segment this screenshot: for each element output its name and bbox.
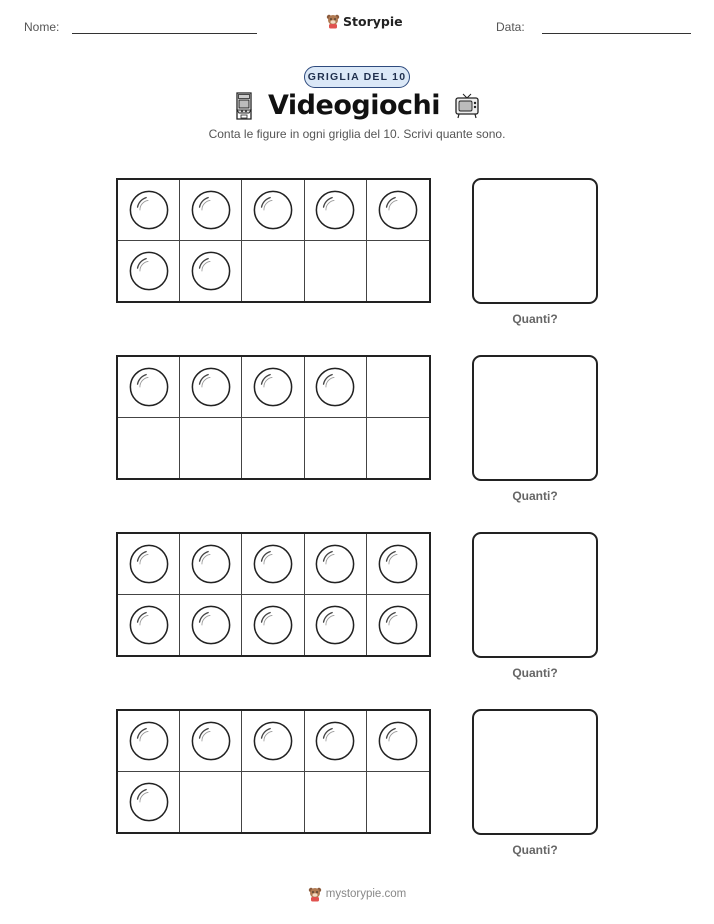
bubble-counter-icon xyxy=(252,604,294,646)
frame-cell xyxy=(118,180,180,241)
bubble-counter-icon xyxy=(190,720,232,762)
frame-cell xyxy=(180,418,242,479)
bubble-counter-icon xyxy=(128,543,170,585)
frame-cell xyxy=(118,418,180,479)
frame-cell xyxy=(118,711,180,772)
frame-cell xyxy=(118,357,180,418)
answer-label: Quanti? xyxy=(512,489,558,503)
answer-label: Quanti? xyxy=(512,312,558,326)
date-label: Data: xyxy=(496,20,525,34)
frame-cell xyxy=(305,357,367,418)
answer-box-3[interactable] xyxy=(472,532,598,658)
bubble-counter-icon xyxy=(377,720,419,762)
bubble-counter-icon xyxy=(252,366,294,408)
name-label: Nome: xyxy=(24,20,60,34)
bubble-counter-icon xyxy=(190,250,232,292)
frame-cell xyxy=(242,534,304,595)
bubble-counter-icon xyxy=(314,720,356,762)
bubble-counter-icon xyxy=(128,366,170,408)
frame-cell xyxy=(118,772,180,833)
frame-cell xyxy=(180,180,242,241)
frame-cell xyxy=(305,180,367,241)
frame-cell xyxy=(242,418,304,479)
arcade-cabinet-icon xyxy=(234,91,254,121)
storypie-logo xyxy=(326,13,403,29)
answer-box-4[interactable] xyxy=(472,709,598,835)
frame-cell xyxy=(242,595,304,656)
ten-frame-3 xyxy=(116,532,431,657)
frame-cell xyxy=(305,595,367,656)
frame-cell xyxy=(305,711,367,772)
worksheet-type-badge: GRIGLIA DEL 10 xyxy=(304,66,410,88)
frame-cell xyxy=(180,241,242,302)
bubble-counter-icon xyxy=(377,604,419,646)
ten-frame-1 xyxy=(116,178,431,303)
frame-cell xyxy=(242,357,304,418)
logo-text: Storypie xyxy=(343,13,403,29)
frame-cell xyxy=(367,241,429,302)
date-line[interactable] xyxy=(542,33,691,34)
frame-cell xyxy=(242,241,304,302)
bubble-counter-icon xyxy=(252,543,294,585)
bubble-counter-icon xyxy=(128,189,170,231)
frame-cell xyxy=(180,772,242,833)
frame-cell xyxy=(367,357,429,418)
instructions: Conta le figure in ogni griglia del 10. Scrivi quante sono. xyxy=(208,127,506,141)
answer-label: Quanti? xyxy=(512,666,558,680)
frame-cell xyxy=(305,241,367,302)
bubble-counter-icon xyxy=(128,604,170,646)
bubble-counter-icon xyxy=(190,189,232,231)
bubble-counter-icon xyxy=(314,543,356,585)
bubble-counter-icon xyxy=(314,604,356,646)
bubble-counter-icon xyxy=(314,189,356,231)
retro-tv-console-icon xyxy=(454,92,480,120)
bubble-counter-icon xyxy=(190,604,232,646)
bubble-counter-icon xyxy=(314,366,356,408)
name-line[interactable] xyxy=(72,33,257,34)
bubble-counter-icon xyxy=(128,781,170,823)
footer-url[interactable]: mystorypie.com xyxy=(325,888,407,900)
bubble-counter-icon xyxy=(190,543,232,585)
ten-frame-2 xyxy=(116,355,431,480)
bubble-counter-icon xyxy=(377,543,419,585)
bubble-counter-icon xyxy=(252,189,294,231)
bubble-counter-icon xyxy=(190,366,232,408)
frame-cell xyxy=(305,772,367,833)
bubble-counter-icon xyxy=(128,250,170,292)
frame-cell xyxy=(180,711,242,772)
frame-cell xyxy=(180,534,242,595)
frame-cell xyxy=(305,534,367,595)
frame-cell xyxy=(242,711,304,772)
frame-cell xyxy=(118,241,180,302)
frame-cell xyxy=(118,595,180,656)
bubble-counter-icon xyxy=(377,189,419,231)
bubble-counter-icon xyxy=(128,720,170,762)
page-title: Videogiochi xyxy=(268,90,440,121)
frame-cell xyxy=(242,772,304,833)
frame-cell xyxy=(367,418,429,479)
frame-cell xyxy=(305,418,367,479)
frame-cell xyxy=(118,534,180,595)
bear-mascot-icon xyxy=(326,13,340,29)
bear-mascot-icon xyxy=(308,886,322,902)
frame-cell xyxy=(242,180,304,241)
frame-cell xyxy=(180,595,242,656)
ten-frame-4 xyxy=(116,709,431,834)
footer xyxy=(0,886,714,902)
frame-cell xyxy=(367,772,429,833)
frame-cell xyxy=(367,534,429,595)
bubble-counter-icon xyxy=(252,720,294,762)
frame-cell xyxy=(367,595,429,656)
answer-box-2[interactable] xyxy=(472,355,598,481)
title-row xyxy=(0,90,714,121)
frame-cell xyxy=(367,711,429,772)
frame-cell xyxy=(367,180,429,241)
frame-cell xyxy=(180,357,242,418)
answer-label: Quanti? xyxy=(512,843,558,857)
answer-box-1[interactable] xyxy=(472,178,598,304)
